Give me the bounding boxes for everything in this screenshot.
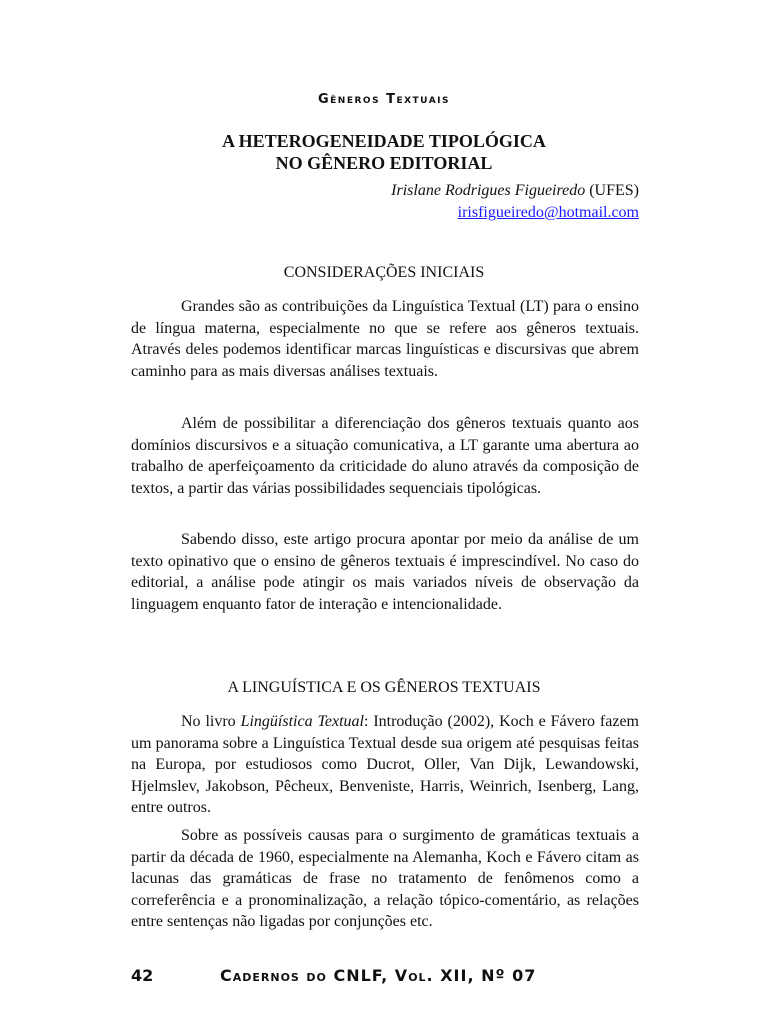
author-affiliation: (UFES) (585, 182, 639, 199)
author-name: Irislane Rodrigues Figueiredo (391, 182, 586, 199)
article-title-line-1: A HETEROGENEIDADE TIPOLÓGICA (222, 131, 546, 151)
section-header: Gêneros Textuais (317, 92, 450, 107)
paragraph-text: : Introdução (2002), Koch e Fávero fazem um panorama sobre a Linguística Textual desde sua origem até pesquisas feitas na Europa, por estudiosos como Ducrot, Oller, Van Dijk, Lewandowski, Hjelmslev, Jakobson, Pêcheux, Benveniste, Harris, Weinrich, Isenberg, Lang, entre outros. (131, 713, 639, 816)
paragraph: Além de possibilitar a diferenciação dos gêneros textuais quanto aos domínios discursivos e a situação comunicativa, a LT garante uma abertura ao trabalho de aperfeiçoamento da criticidade do aluno através da composição de textos, a partir das várias possibilidades sequenciais tipológicas. (131, 415, 639, 497)
paragraph (131, 711, 639, 819)
paragraph: Sabendo disso, este artigo procura apontar por meio da análise de um texto opinativo que o ensino de gêneros textuais é imprescindível. No caso do editorial, a análise pode atingir os mais variados níveis de observação da linguagem enquanto fator de interação e intencionalidade. (131, 531, 639, 613)
paragraph-text: No livro (181, 713, 241, 730)
page-number: 42 (131, 966, 154, 985)
author-email-link[interactable]: irisfigueiredo@hotmail.com (457, 204, 639, 221)
journal-title: Cadernos do CNLF, Vol. XII, Nº 07 (220, 966, 537, 985)
paragraph: Grandes são as contribuições da Linguística Textual (LT) para o ensino de língua materna, especialmente no que se refere aos gêneros textuais. Através deles podemos identificar marcas linguísticas e discursivas que abrem caminho para as mais diversas análises textuais. (131, 298, 639, 380)
section-heading-linguistics: A LINGUÍSTICA E OS GÊNEROS TEXTUAIS (227, 679, 541, 696)
article-title (0, 130, 768, 174)
article-title-line-2: NO GÊNERO EDITORIAL (275, 153, 493, 173)
paragraph: Sobre as possíveis causas para o surgimento de gramáticas textuais a partir da década de 1960, especialmente na Alemanha, Koch e Fávero citam as lacunas das gramáticas de frase no tratamento de fenômenos como a correferência e a pronominalização, a relação tópico-comentário, as relações entre sentenças não ligadas por conjunções etc. (131, 827, 639, 930)
author-block (391, 180, 639, 224)
section-heading-considerations: CONSIDERAÇÕES INICIAIS (283, 264, 485, 281)
book-title: Lingüística Textual (240, 713, 364, 730)
